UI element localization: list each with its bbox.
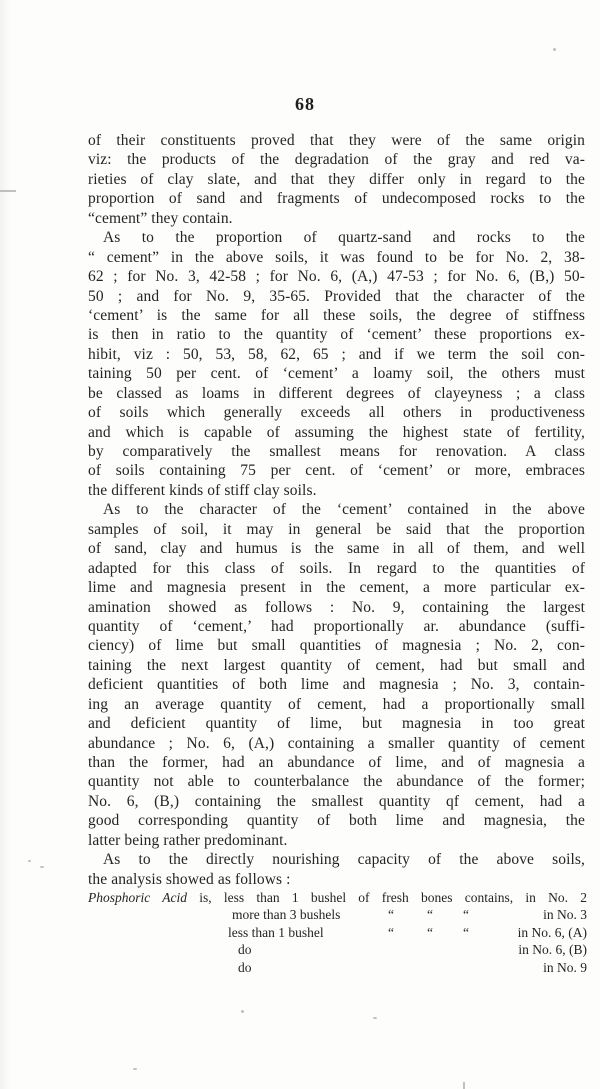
text-line: No. 6, (B,) containing the smallest quantity qf cement, had a <box>88 792 585 810</box>
text-line: adapted for this class of soils. In regard to the quantities of <box>88 559 585 577</box>
text-line: taining 50 per cent. of ‘cement’ a loamy soil, the others must <box>88 365 585 383</box>
scan-margin-dash <box>0 190 16 192</box>
text-line: amination showed as follows : No. 9, containing the largest <box>88 598 585 616</box>
text-line: good corresponding quantity of both lime and magnesia, the <box>88 812 585 830</box>
scan-tick <box>463 1082 465 1089</box>
text-line: and which is capable of assuming the highest state of fertility, <box>88 423 585 441</box>
scan-speck <box>241 1010 244 1013</box>
table-row <box>88 906 587 923</box>
paragraph <box>88 228 585 500</box>
amount-cell: less than 1 bushel <box>228 924 324 940</box>
text-line: rieties of clay slate, and that they differ only in regard to the <box>88 170 585 188</box>
text-line: deficient quantities of both lime and magnesia ; No. 3, contain- <box>88 676 585 694</box>
table-row-text: is, less than 1 bushel of fresh bones contains, in No. 2 <box>186 890 587 905</box>
paragraph <box>88 850 585 889</box>
text-line: the different kinds of stiff clay soils. <box>88 481 317 499</box>
text-line: lime and magnesia present in the cement, a more particular ex- <box>88 579 585 597</box>
text-line: 50 ; and for No. 9, 35-65. Provided that the character of the <box>88 287 585 305</box>
amount-cell: do <box>238 959 252 975</box>
ditto-mark: “ <box>463 907 469 923</box>
table-row <box>88 941 587 958</box>
table-row <box>88 924 587 941</box>
scan-speck <box>553 48 556 51</box>
text-line: than the former, had an abundance of lime, and of magnesia a <box>88 754 585 771</box>
text-line: ciency) of lime but small quantities of magnesia ; No. 2, con- <box>88 637 585 655</box>
text-line: samples of soil, it may in general be said that the proportion <box>88 520 585 538</box>
scan-speck <box>373 1017 377 1019</box>
text-line: hibit, viz : 50, 53, 58, 62, 65 ; and if we term the soil con- <box>88 345 585 363</box>
scan-speck <box>133 1068 137 1070</box>
text-line: latter being rather predominant. <box>88 831 288 849</box>
text-line: quantity not able to counterbalance the abundance of the former; <box>88 773 585 791</box>
table-row <box>88 959 587 976</box>
ditto-mark: “ <box>427 924 433 940</box>
scan-speck <box>28 860 31 862</box>
text-line: ‘cement’ is the same for all these soils, the degree of stiffness <box>88 306 585 324</box>
text-line: of sand, clay and humus is the same in all of them, and well <box>88 540 585 558</box>
text-line: and deficient quantity of lime, but magnesia in too great <box>88 715 585 733</box>
ditto-mark: “ <box>388 907 394 923</box>
text-line: quantity of ‘cement,’ had proportionally ar. abundance (suffi- <box>88 617 585 635</box>
location-cell: in No. 9 <box>543 959 587 975</box>
ditto-mark: “ <box>427 907 433 923</box>
text-line: proportion of sand and fragments of undecomposed rocks to the <box>88 190 585 208</box>
text-line: abundance ; No. 6, (A,) containing a smaller quantity of cement <box>88 734 585 752</box>
text-line: by comparatively the smallest means for renovation. A class <box>88 443 585 460</box>
page-number: 68 <box>295 94 315 114</box>
text-line: 62 ; for No. 3, 42-58 ; for No. 6, (A,) 47-53 ; for No. 6, (B,) 50- <box>88 268 585 286</box>
text-line: be classed as loams in different degrees of clayeyness ; a class <box>88 384 585 402</box>
text-line: of soils containing 75 per cent. of ‘cement’ or more, embraces <box>88 462 585 480</box>
body-text <box>88 131 585 889</box>
table-row <box>88 889 587 906</box>
text-line: taining the next largest quantity of cement, had but small and <box>88 656 585 674</box>
ditto-mark: “ <box>463 924 469 940</box>
text-line: of their constituents proved that they were of the same origin <box>88 132 585 149</box>
paragraph <box>88 131 585 228</box>
text-line: As to the character of the ‘cement’ contained in the above <box>103 501 585 519</box>
text-line: the analysis showed as follows : <box>88 870 291 888</box>
amount-cell: more than 3 bushels <box>232 907 341 923</box>
text-line: viz: the products of the degradation of the gray and red va- <box>88 151 585 169</box>
text-line: “cement” they contain. <box>88 209 233 227</box>
paragraph <box>88 500 585 850</box>
phosphoric-acid-label: Phosphoric Acid <box>88 890 187 905</box>
phosphoric-acid-table <box>88 889 587 976</box>
amount-cell: do <box>238 942 252 958</box>
location-cell: in No. 6, (B) <box>518 942 587 958</box>
text-line: As to the proportion of quartz-sand and rocks to the <box>103 229 585 247</box>
text-line: ing an average quantity of cement, had a proportionally small <box>88 695 585 713</box>
text-line: “ cement” in the above soils, it was found to be for No. 2, 38- <box>88 248 585 266</box>
ditto-mark: “ <box>388 924 394 940</box>
text-line: As to the directly nourishing capacity of the above soils, <box>103 851 585 869</box>
location-cell: in No. 3 <box>543 907 587 923</box>
scan-speck <box>40 866 44 868</box>
location-cell: in No. 6, (A) <box>517 924 587 940</box>
text-line: is then in ratio to the quantity of ‘cement’ these proportions ex- <box>88 326 585 344</box>
text-line: of soils which generally exceeds all others in productiveness <box>88 404 585 422</box>
